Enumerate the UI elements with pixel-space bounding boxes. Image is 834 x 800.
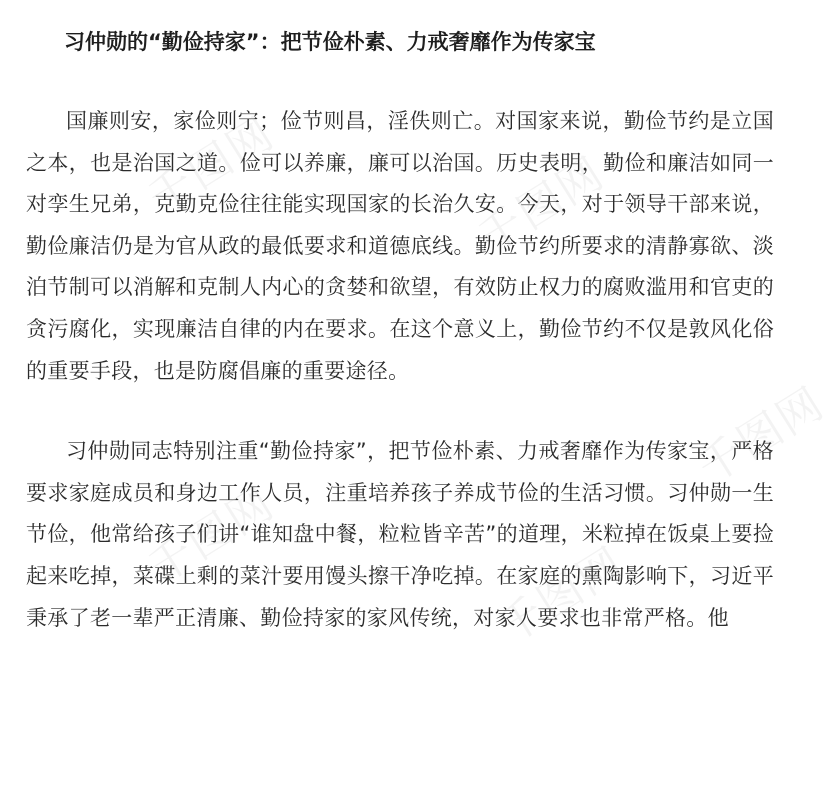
watermark: 千图网	[689, 377, 834, 495]
article-title: 习仲勋的“勤俭持家”：把节俭朴素、力戒奢靡作为传家宝	[64, 30, 596, 54]
paragraph-1: 国廉则安，家俭则宁；俭节则昌，淫佚则亡。对国家来说，勤俭节约是立国之本，也是治国之道。俭可以养廉，廉可以治国。历史表明，勤俭和廉洁如同一对孪生兄弟，克勤克俭往往能实现国家的长治久安。今天，对于领导干部来说，勤俭廉洁仍是为官从政的最低要求和道德底线。勤俭节约所要求的清静寡欲、淡泊节制可以消解和克制人内心的贪婪和欲望，有效防止权力的腐败滥用和官吏的贪污腐化，实现廉洁自律的内在要求。在这个意义上，勤俭节约不仅是敦风化俗的重要手段，也是防腐倡廉的重要途径。	[26, 109, 774, 383]
watermark: 千图网	[469, 147, 614, 265]
watermark: 千图网	[139, 107, 284, 225]
paragraph-2: 习仲勋同志特别注重“勤俭持家”，把节俭朴素、力戒奢靡作为传家宝，严格要求家庭成员和身边工作人员，注重培养孩子养成节俭的生活习惯。习仲勋一生节俭，他常给孩子们讲“谁知盘中餐，粒粒皆辛苦”的道理，米粒掉在饭桌上要捡起来吃掉，菜碟上剩的菜汁要用馒头擦干净吃掉。在家庭的熏陶影响下，习近平秉承了老一辈严正清廉、勤俭持家的家风传统，对家人要求也非常严格。他	[26, 439, 774, 630]
watermark: 千图网	[489, 537, 634, 655]
watermark: 千图网	[139, 477, 284, 595]
